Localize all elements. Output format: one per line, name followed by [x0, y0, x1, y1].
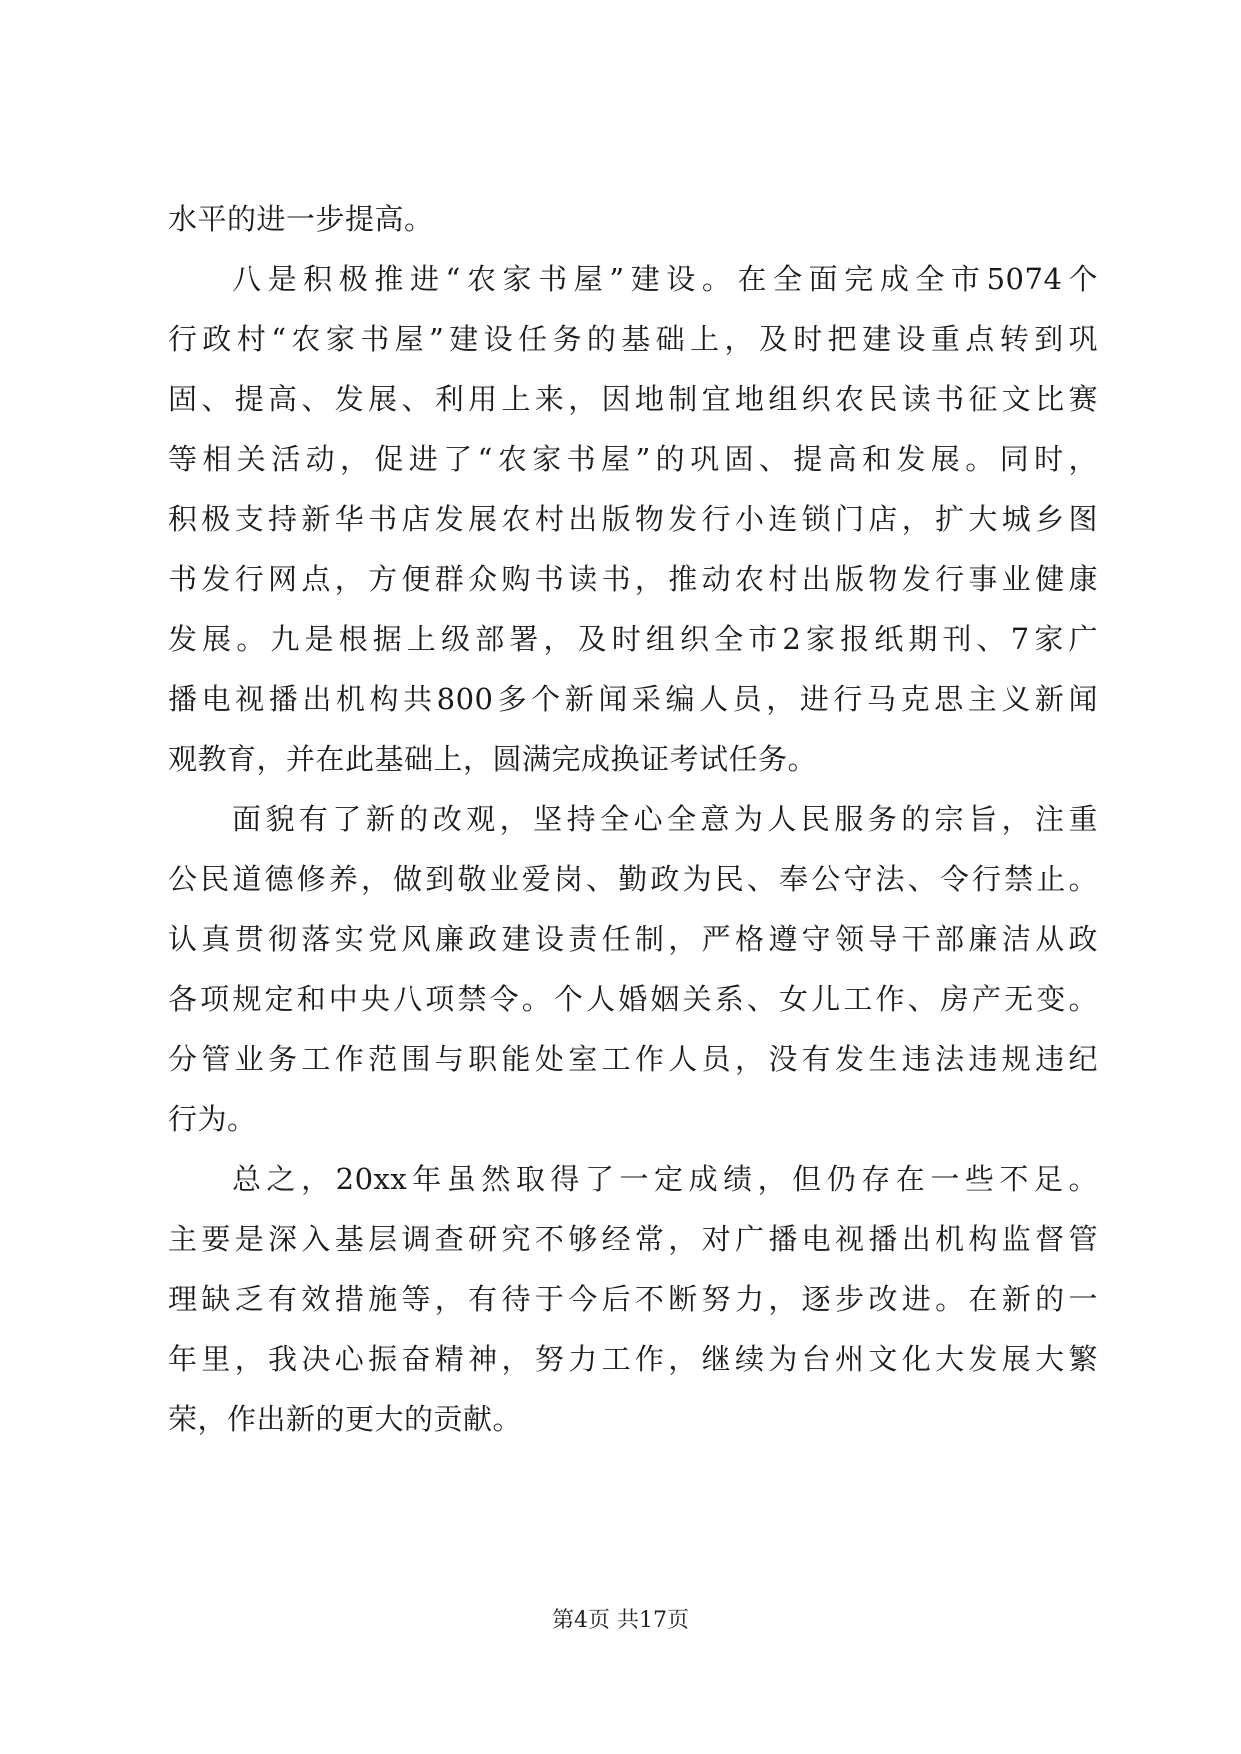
- text-line: 书发行网点，方便群众购书读书，推动农村出版物发行事业健康: [168, 562, 1098, 596]
- document-body: [168, 189, 1098, 1449]
- text-line: 行为。: [168, 1102, 257, 1136]
- page-number-footer: 第4页 共17页: [552, 1608, 689, 1633]
- text-line: 理缺乏有效措施等，有待于今后不断努力，逐步改进。在新的一: [168, 1282, 1098, 1316]
- text-line: 分管业务工作范围与职能处室工作人员，没有发生违法违规违纪: [168, 1042, 1098, 1076]
- text-line: 发展。九是根据上级部署，及时组织全市2家报纸期刊、7家广: [168, 622, 1098, 656]
- text-line: 行政村“农家书屋”建设任务的基础上，及时把建设重点转到巩: [168, 322, 1098, 356]
- text-line: 公民道德修养，做到敬业爱岗、勤政为民、奉公守法、令行禁止。: [168, 862, 1098, 896]
- text-line: 面貌有了新的改观，坚持全心全意为人民服务的宗旨，注重: [232, 802, 1098, 836]
- text-line: 主要是深入基层调查研究不够经常，对广播电视播出机构监督管: [168, 1222, 1098, 1256]
- text-line: 认真贯彻落实党风廉政建设责任制，严格遵守领导干部廉洁从政: [168, 922, 1098, 956]
- text-line: 等相关活动，促进了“农家书屋”的巩固、提高和发展。同时，: [168, 442, 1098, 476]
- text-line: 荣，作出新的更大的贡献。: [168, 1402, 523, 1436]
- text-line: 积极支持新华书店发展农村出版物发行小连锁门店，扩大城乡图: [168, 502, 1098, 536]
- text-line: 水平的进一步提高。: [168, 202, 434, 236]
- text-line: 总之，20xx年虽然取得了一定成绩，但仍存在一些不足。: [232, 1162, 1098, 1196]
- text-line: 固、提高、发展、利用上来，因地制宜地组织农民读书征文比赛: [168, 382, 1098, 416]
- text-line: 观教育，并在此基础上，圆满完成换证考试任务。: [168, 742, 818, 776]
- text-line: 年里，我决心振奋精神，努力工作，继续为台州文化大发展大繁: [168, 1342, 1098, 1376]
- text-line: 各项规定和中央八项禁令。个人婚姻关系、女儿工作、房产无变。: [168, 982, 1098, 1016]
- text-line: 八是积极推进“农家书屋”建设。在全面完成全市5074个: [232, 262, 1098, 296]
- text-line: 播电视播出机构共800多个新闻采编人员，进行马克思主义新闻: [168, 682, 1098, 716]
